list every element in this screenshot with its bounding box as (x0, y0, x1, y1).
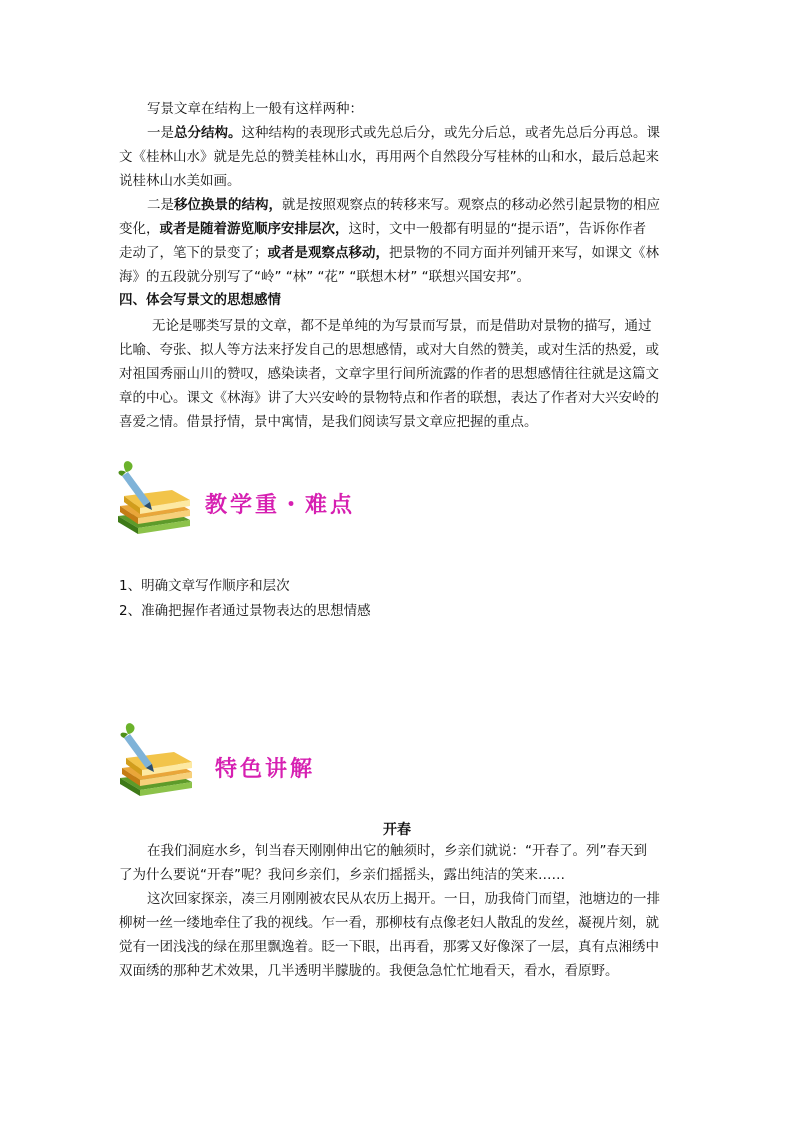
p2-prefix: 二是 (147, 197, 174, 213)
section4-heading: 四、体会写景文的思想感情 (119, 292, 281, 308)
structure-intro: 写景文章在结构上一般有这样两种： (147, 101, 363, 117)
section4-line5: 喜爱之情。借景抒情，景中寓情，是我们阅读写景文章应把握的重点。 (119, 414, 538, 430)
keypoint-2: 2、准确把握作者通过景物表达的思想情感 (119, 603, 371, 619)
banner2-title: 特色讲解 (215, 757, 316, 782)
article-title: 开春 (383, 822, 411, 838)
structure-p1-line2: 文《桂林山水》就是先总的赞美桂林山水，再用两个自然段分写桂林的山和水，最后总起来 (119, 149, 659, 165)
p2-l3b: 或者是观察点移动， (267, 245, 389, 261)
p2-rest: 就是按照观察点的转移来写。观察点的移动必然引起景物的相应 (282, 197, 660, 213)
article-line3: 这次回家探亲，凑三月刚刚被农民从农历上揭开。一日，劢我倚门而望，池塘边的一排 (147, 891, 660, 907)
article-line1: 在我们洞庭水乡，钊当春天刚刚伸出它的触须时，乡亲们就说：“开春了。列”春天到 (147, 843, 647, 859)
article-line2: 了为什么要说“开春”呢？我问乡亲们，乡亲们摇摇头，露出纯洁的笑来…… (119, 867, 565, 883)
structure-p2-line3 (119, 245, 659, 261)
structure-p2-line1 (147, 197, 660, 213)
p1-prefix: 一是 (147, 125, 174, 141)
structure-p2-line2 (119, 221, 646, 237)
p1-rest: 这种结构的表现形式或先总后分，或先分后总，或者先总后分再总。课 (241, 125, 660, 141)
p2-l2a: 变化， (119, 221, 160, 237)
p2-l2b: 或者是随着游览顺序安排层次， (159, 221, 349, 237)
article-line4: 柳树一丝一缕地牵住了我的视线。乍一看，那柳枝有点像老妇人散乱的发丝，凝视片刻，就 (119, 915, 659, 931)
keypoint-1: 1、明确文章写作顺序和层次 (119, 578, 290, 594)
books-pencil-icon (112, 720, 202, 804)
p1-bold: 总分结构。 (174, 125, 242, 141)
p2-l3c: 把景物的不同方面并列铺开来写，如课文《林 (389, 245, 659, 261)
section4-line1: 无论是哪类写景的文章，都不是单纯的为写景而写景，而是借助对景物的描写，通过 (152, 318, 652, 334)
books-pencil-icon (110, 458, 200, 542)
structure-p2-line4: 海》的五段就分别写了“岭” “林” “花” “联想木材” “联想兴国安邦”。 (119, 269, 531, 285)
structure-p1-line1 (147, 125, 660, 141)
section4-line4: 章的中心。课文《林海》讲了大兴安岭的景物特点和作者的联想，表达了作者对大兴安岭的 (119, 390, 659, 406)
section4-line2: 比喻、夸张、拟人等方法来抒发自己的思想感情，或对大自然的赞美，或对生活的热爱，或 (119, 342, 659, 358)
banner1-title: 教学重・难点 (205, 493, 356, 518)
p2-l3a: 走动了，笔下的景变了； (119, 245, 268, 261)
section4-line3: 对祖国秀丽山川的赞叹，感染读者，文章字里行间所流露的作者的思想感情往往就是这篇文 (119, 366, 659, 382)
article-line5: 觉有一团浅浅的绿在那里飘逸着。眨一下眼，出再看，那雾又好像深了一层，真有点湘绣中 (119, 939, 659, 955)
p2-l2c: 这时，文中一般都有明显的“提示语”，告诉你作者 (348, 221, 646, 237)
article-line6: 双面绣的那种艺术效果，几半透明半朦胧的。我便急急忙忙地看天，看水，看原野。 (119, 963, 619, 979)
structure-p1-line3: 说桂林山水美如画。 (119, 173, 241, 189)
p2-bold: 移位换景的结构， (174, 197, 282, 213)
